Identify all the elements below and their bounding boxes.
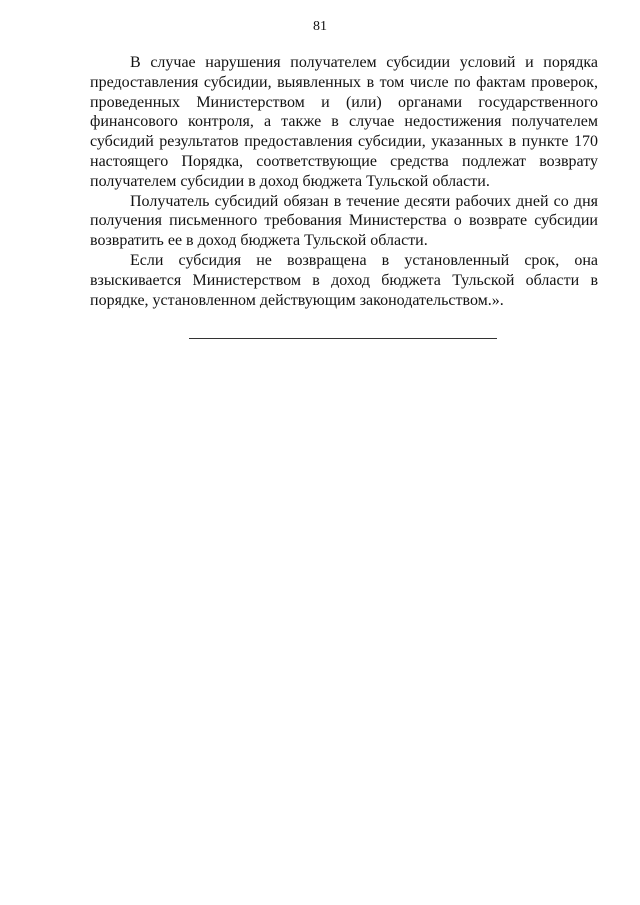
document-body <box>90 53 598 310</box>
paragraph-refund-deadline: Получатель субсидий обязан в течение десяти рабочих дней со дня получения письменного требования Министерства о возврате субсидии возвратить ее в доход бюджета Тульской области. <box>90 192 598 250</box>
page-number: 81 <box>313 19 327 34</box>
end-of-section-rule <box>189 338 497 339</box>
paragraph-refund-conditions: В случае нарушения получателем субсидии условий и порядка предоставления субсидии, выявленных в том числе по фактам проверок, проведенных Министерством и (или) органами государственного финансового контроля, а также в случае недостижения получателем субсидий результатов предоставления субсидии, указанных в пункте 170 настоящего Порядка, соответствующие средства подлежат возврату получателем субсидии в доход бюджета Тульской области. <box>90 54 598 190</box>
paragraph-refund-enforcement: Если субсидия не возвращена в установленный срок, она взыскивается Министерством в доход бюджета Тульской области в порядке, установленном действующим законодательством.». <box>90 251 598 309</box>
